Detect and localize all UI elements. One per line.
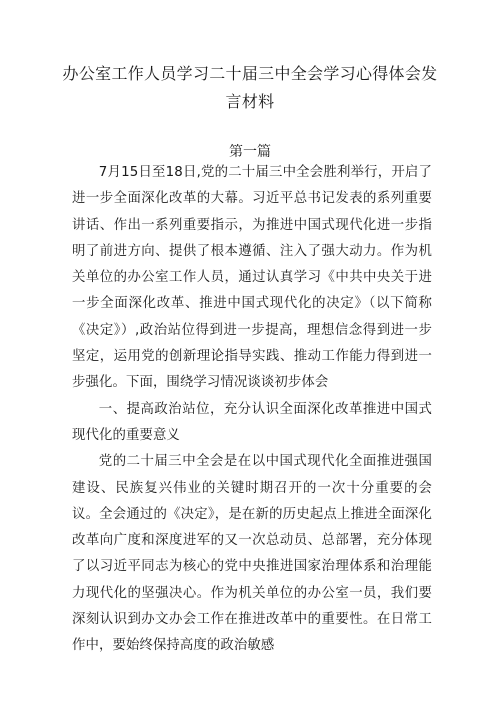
document-title: 办公室工作人员学习二十届三中全会学习心得体会发言材料	[62, 64, 438, 111]
section-heading: 第一篇	[229, 144, 271, 160]
body-paragraph-2: 一、提高政治站位，充分认识全面深化改革推进中国式现代化的重要意义	[72, 401, 432, 443]
document-body	[72, 160, 432, 660]
body-paragraph-1: 7月15日至18日,党的二十届三中全会胜利举行，开启了进一步全面深化改革的大幕。习近平总书记发表的系列重要讲话、作出一系列重要指示，为推进中国式现代化进一步指明了前进方向、提供了根本遵循、注入了强大动力。作为机关单位的办公室工作人员，通过认真学习《中共中央关于进一步全面深化改革、推进中国式现代化的决定》（以下简称《决定》）,政治站位得到进一步提高，理想信念得到进一步坚定，运用党的创新理论指导实践、推动工作能力得到进一步强化。下面，围绕学习情况谈谈初步体会	[72, 165, 432, 391]
body-paragraph-3: 党的二十届三中全会是在以中国式现代化全面推进强国建设、民族复兴伟业的关键时期召开的一次十分重要的会议。全会通过的《决定》，是在新的历史起点上推进全面深化改革向广度和深度进军的又一次总动员、总部署，充分体现了以习近平同志为核心的党中央推进国家治理体系和治理能力现代化的坚强决心。作为机关单位的办公室一员，我们要深刻认识到办文办会工作在推进改革中的重要性。在日常工作中，要始终保持高度的政治敏感	[72, 454, 432, 654]
